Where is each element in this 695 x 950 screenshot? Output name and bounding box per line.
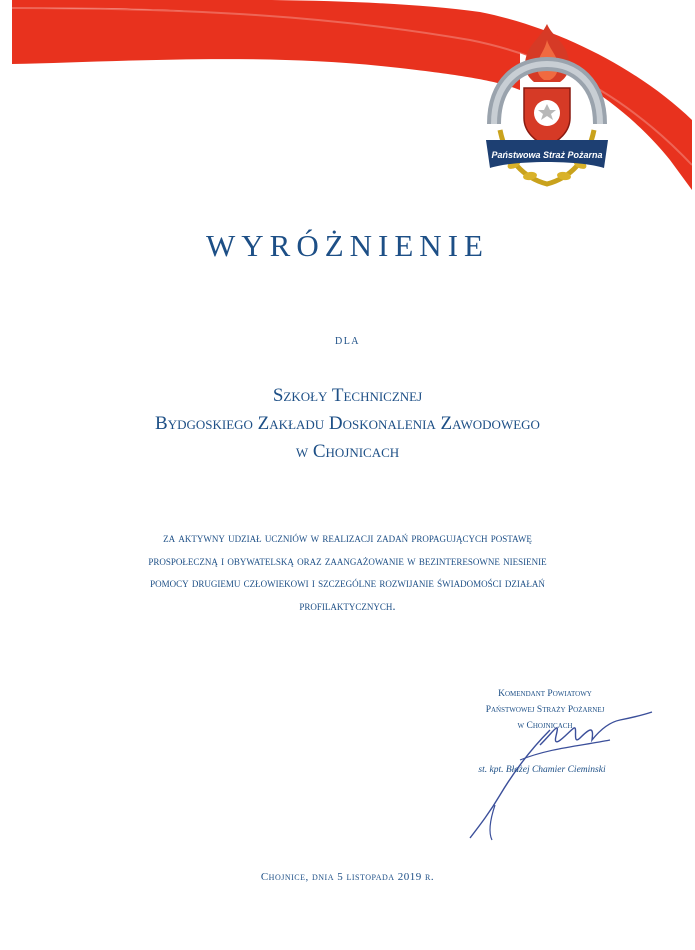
citation-line-1: za aktywny udział uczniów w realizacji zadań propagujących postawę xyxy=(163,530,532,545)
signatory-title-2: Państwowej Straży Pożarnej xyxy=(485,705,605,715)
recipient-line-2: Bydgoskiego Zakładu Doskonalenia Zawodowego xyxy=(155,413,540,434)
citation-line-4: profilaktycznych. xyxy=(299,597,396,613)
recipient-line-3: w Chojnicach xyxy=(295,441,400,462)
document-title: WYRÓŻNIENIE xyxy=(206,228,489,263)
signatory-title-1: Komendant Powiatowy xyxy=(498,689,592,699)
signatory-title-3: w Chojnicach xyxy=(517,721,573,731)
citation-body xyxy=(90,527,605,617)
fire-service-emblem-icon xyxy=(480,20,615,195)
recipient-line-1: Szkoły Technicznej xyxy=(272,385,423,406)
emblem-text: Państwowa Straż Pożarna xyxy=(491,150,603,160)
for-label: dla xyxy=(334,333,361,348)
place-date: Chojnice, dnia 5 listopada 2019 r. xyxy=(260,871,435,883)
citation-line-3: pomocy drugiemu człowiekowi i szczególne rozwijanie świadomości działań xyxy=(150,575,545,590)
signatory-name: st. kpt. Błażej Chamier Cieminski xyxy=(478,765,606,775)
citation-line-2: prospołeczną i obywatelską oraz zaangażowanie w bezinteresowne niesienie xyxy=(148,552,547,568)
